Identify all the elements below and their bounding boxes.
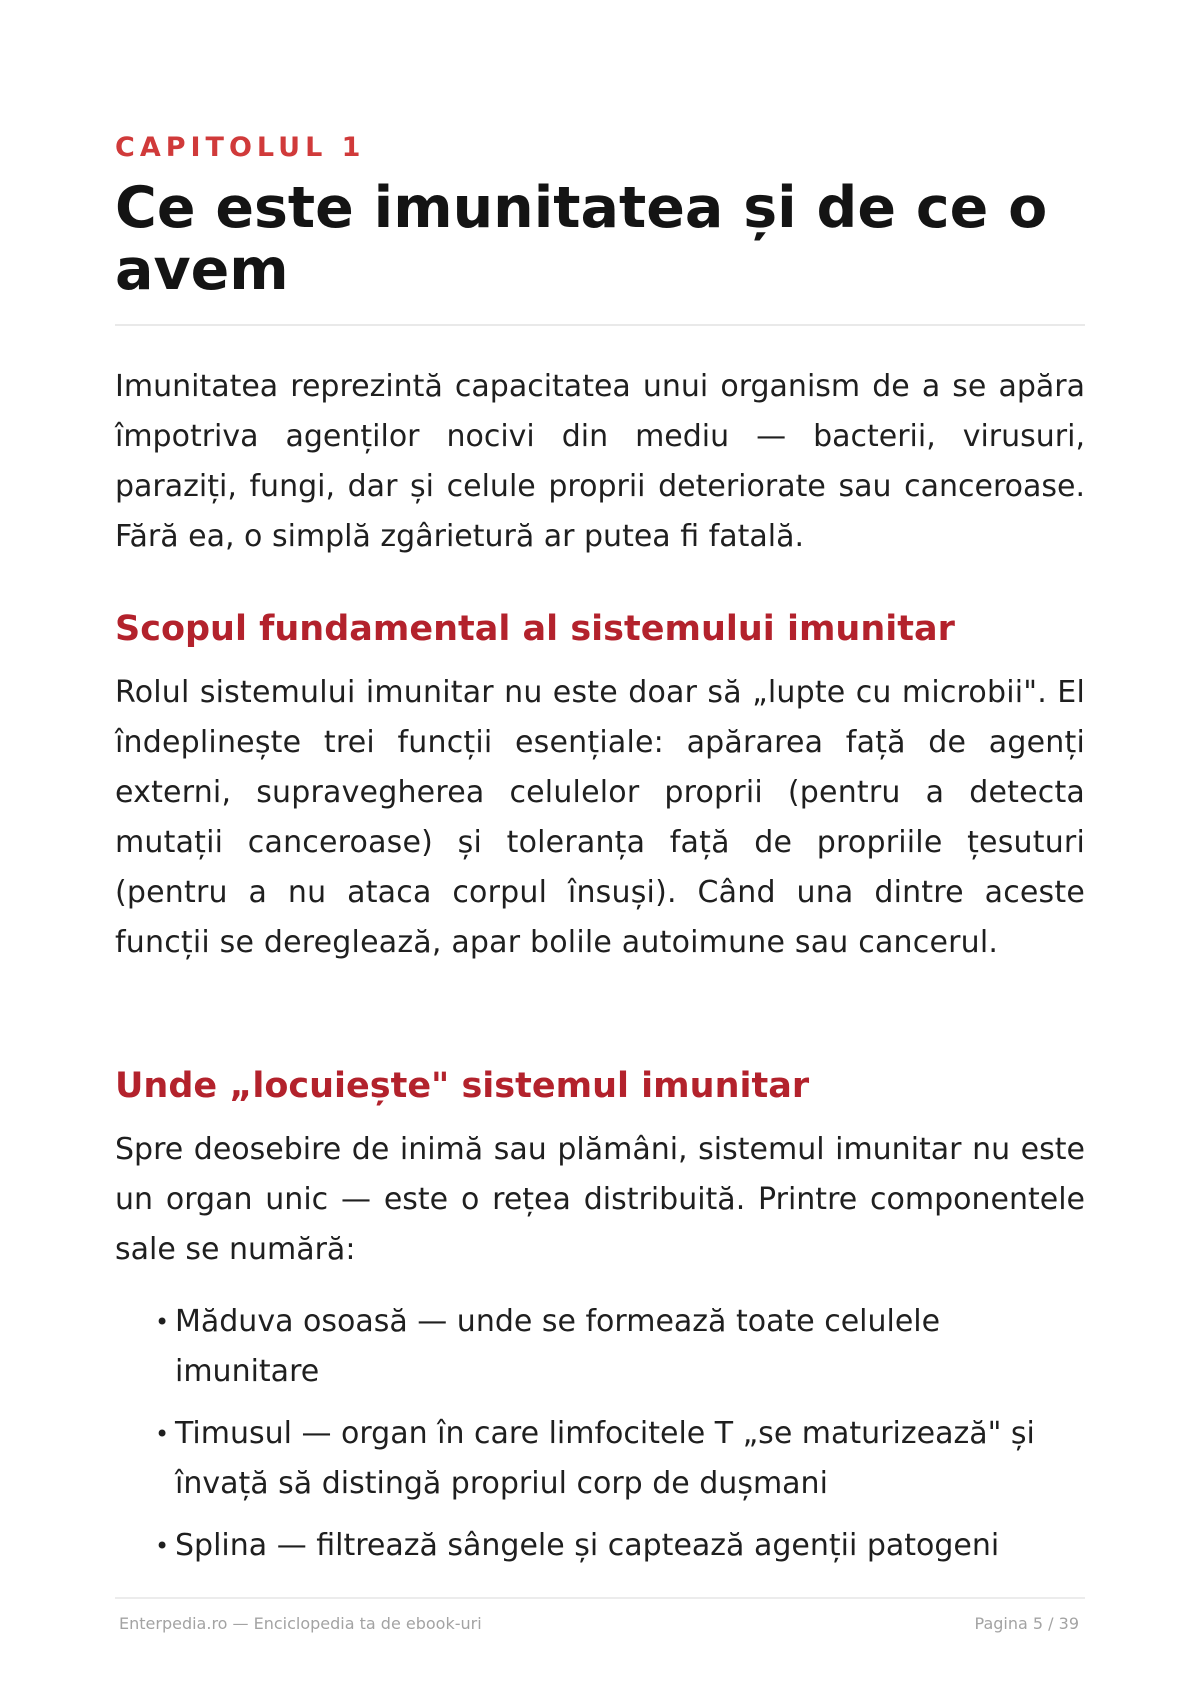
bullet-icon: • [155,1420,170,1448]
components-list [155,1297,1085,1583]
list-item-text: Măduva osoasă — unde se formează toate celulele imunitare [175,1304,941,1389]
section-heading-purpose: Scopul fundamental al sistemului imunitar [115,609,955,649]
list-item-text: Timusul — organ în care limfocitele T „se maturizează" și învață să distingă propriul corp de dușmani [175,1416,1035,1501]
list-item [155,1521,1085,1571]
bullet-icon: • [155,1308,170,1336]
footer-site-name: Enterpedia.ro — Enciclopedia ta de ebook-uri [119,1614,482,1633]
section-paragraph-location: Spre deosebire de inimă sau plămâni, sistemul imunitar nu este un organ unic — este o rețea distribuită. Printre componentele sale se numără: [115,1132,1085,1267]
page-title: Ce este imunitatea și de ce o avem [115,175,1048,303]
section-heading-location: Unde „locuiește" sistemul imunitar [115,1066,810,1106]
footer-divider [115,1597,1085,1599]
chapter-label: CAPITOLUL 1 [115,132,366,163]
bullet-icon: • [155,1532,170,1560]
title-divider [115,324,1085,326]
list-item [155,1409,1085,1509]
list-item-text: Splina — filtrează sângele și captează agenții patogeni [175,1528,1000,1563]
list-item [155,1297,1085,1397]
footer-page-number: Pagina 5 / 39 [974,1614,1079,1633]
section-paragraph-purpose: Rolul sistemului imunitar nu este doar să „lupte cu microbii". El îndeplinește trei funcții esențiale: apărarea față de agenți externi, supravegherea celulelor proprii (pentru a detecta mutații canceroase) și toleranța față de propriile țesuturi (pentru a nu ataca corpul însuși). Când una dintre aceste funcții se dereglează, apar bolile autoimune sau cancerul. [115,675,1085,960]
intro-paragraph: Imunitatea reprezintă capacitatea unui organism de a se apăra împotriva agenților nocivi din mediu — bacterii, virusuri, paraziți, fungi, dar și celule proprii deteriorate sau canceroase. Fără ea, o simplă zgârietură ar putea fi fatală. [115,369,1085,554]
document-page [115,0,1085,1683]
